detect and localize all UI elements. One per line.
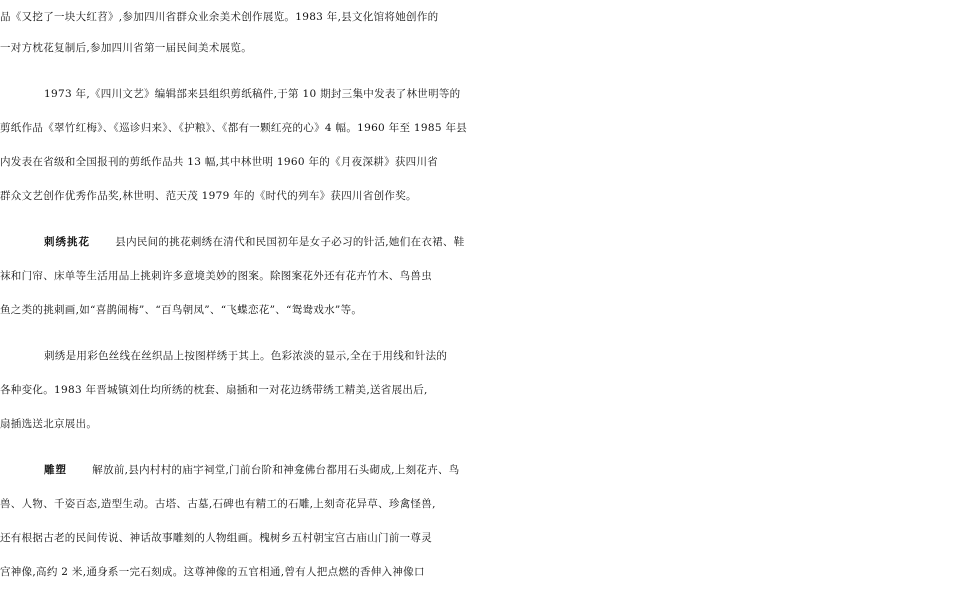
text-line: 一对方枕花复制后,参加四川省第一届民间美术展览。 — [0, 42, 253, 54]
text-line — [0, 227, 964, 257]
text-line: 扇插选送北京展出。 — [0, 418, 98, 430]
text-line: 剪纸作品《翠竹红梅》、《巡诊归来》、《护粮》、《都有一颗红亮的心》4 幅。1960 年至 1985 年县 — [0, 122, 468, 134]
section-heading: 刺绣挑花 — [44, 236, 90, 248]
text-run: 解放前,县内村村的庙宇祠堂,门前台阶和神龛佛台都用石头砌成,上刻花卉、鸟 — [92, 464, 460, 476]
text-line: 袜和门帘、床单等生活用品上挑刺许多意境美妙的图案。除图案花外还有花卉竹木、鸟兽虫 — [0, 270, 432, 282]
section-heading: 雕塑 — [44, 464, 67, 476]
text-line: 内发表在省级和全国报刊的剪纸作品共 13 幅,其中林世明 1960 年的《月夜深耕》获四川省 — [0, 156, 439, 168]
text-line: 品《又挖了一块大红苕》,参加四川省群众业余美术创作展览。1983 年,县文化馆将她创作的 — [0, 11, 439, 23]
text-line: 还有根据古老的民间传说、神话故事雕刻的人物组画。槐树乡五村朝宝宫古庙山门前一尊灵 — [0, 532, 432, 544]
text-line: 兽、人物、千姿百态,造型生动。古塔、古墓,石碑也有精工的石雕,上刻奇花异草、珍禽怪兽, — [0, 498, 436, 510]
text-run: 县内民间的挑花刺绣在清代和民国初年是女子必习的针活,她们在衣裙、鞋 — [115, 236, 465, 248]
text-line: 群众文艺创作优秀作品奖,林世明、范天茂 1979 年的《时代的列车》获四川省创作奖。 — [0, 190, 417, 202]
text-line: 1973 年,《四川文艺》编辑部来县组织剪纸稿件,于第 10 期封三集中发表了林世明等的 — [44, 88, 461, 100]
text-line: 鱼之类的挑刺画,如“喜鹊闹梅”、“百鸟朝凤”、“飞蝶恋花”、“鸳鸯戏水”等。 — [0, 304, 363, 316]
text-line: 刺绣是用彩色丝线在丝织品上按图样绣于其上。色彩浓淡的显示,全在于用线和针法的 — [44, 350, 448, 362]
text-line — [0, 455, 964, 485]
text-line: 宫神像,高约 2 米,通身系一完石刻成。这尊神像的五官相通,曾有人把点燃的香伸入神像口 — [0, 566, 425, 578]
text-line: 各种变化。1983 年晋城镇刘仕均所绣的枕套、扇插和一对花边绣带绣工精美,送省展出后, — [0, 384, 428, 396]
